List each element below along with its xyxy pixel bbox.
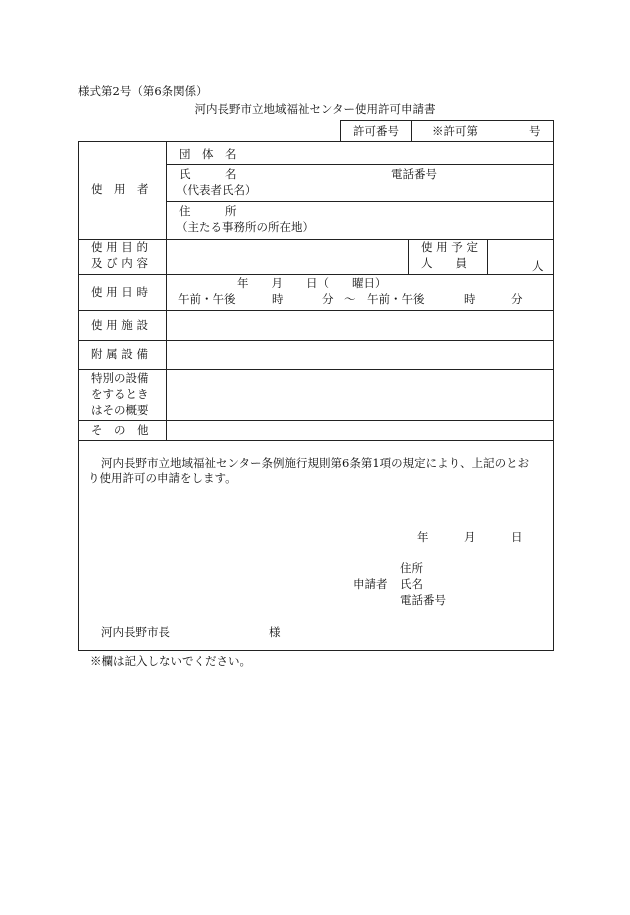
date-line: 年 月 日（ 曜日） xyxy=(237,276,387,290)
end-ampm: 午前・午後 xyxy=(367,292,425,306)
addressee-mayor: 河内長野市長 xyxy=(101,625,170,639)
declaration-line2: り使用許可の申請をします。 xyxy=(88,471,237,485)
special-equipment-label-line2: をするとき xyxy=(91,387,149,401)
applicant-address-label: 住所 xyxy=(400,561,423,575)
application-table xyxy=(78,141,554,651)
other-label: そ の 他 xyxy=(91,423,149,437)
permit-number-suffix: 号 xyxy=(529,124,541,138)
addressee-honorific: 様 xyxy=(269,625,281,639)
special-equipment-label-line1: 特別の設備 xyxy=(91,371,149,385)
permit-number-box xyxy=(340,120,554,141)
date-month-label: 月 xyxy=(464,530,476,544)
end-hour-label: 時 xyxy=(464,292,476,306)
date-day-label: 日 xyxy=(511,530,523,544)
start-ampm: 午前・午後 xyxy=(178,292,236,306)
phone-label: 電話番号 xyxy=(391,167,437,181)
permit-number-label: 許可番号 xyxy=(353,124,399,138)
address-label: 住 所 xyxy=(179,204,237,218)
facility-label: 使 用 施 設 xyxy=(91,318,148,332)
group-name-label: 団 体 名 xyxy=(179,147,237,161)
attached-equipment-label: 附 属 設 備 xyxy=(91,347,148,361)
footnote: ※欄は記入しないでください。 xyxy=(90,654,251,668)
date-year-label: 年 xyxy=(417,530,429,544)
form-number: 様式第2号（第6条関係） xyxy=(78,84,208,98)
applicant-name-label: 氏名 xyxy=(400,577,423,591)
form-title: 河内長野市立地域福祉センター使用許可申請書 xyxy=(194,102,436,116)
user-section-label: 使 用 者 xyxy=(91,182,149,196)
address-note: （主たる事務所の所在地） xyxy=(176,220,314,234)
people-unit: 人 xyxy=(532,259,544,273)
representative-name-label: （代表者氏名） xyxy=(176,183,257,197)
declaration-line1: 河内長野市立地域福祉センター条例施行規則第6条第1項の規定により、上記のとお xyxy=(101,456,530,470)
start-minute-label: 分 xyxy=(322,292,334,306)
permit-number-prefix: ※許可第 xyxy=(432,124,478,138)
time-range-tilde: ～ xyxy=(344,292,356,306)
expected-people-label-line1: 使 用 予 定 xyxy=(421,240,478,254)
start-hour-label: 時 xyxy=(272,292,284,306)
purpose-label-line2: 及 び 内 容 xyxy=(91,256,148,270)
name-label: 氏 名 xyxy=(179,167,237,181)
purpose-label-line1: 使 用 目 的 xyxy=(91,240,148,254)
applicant-label: 申請者 xyxy=(353,577,388,591)
end-minute-label: 分 xyxy=(511,292,523,306)
datetime-label: 使 用 日 時 xyxy=(91,285,148,299)
expected-people-label-line2: 人 員 xyxy=(421,256,467,270)
applicant-phone-label: 電話番号 xyxy=(400,593,446,607)
special-equipment-label-line3: はその概要 xyxy=(91,403,149,417)
